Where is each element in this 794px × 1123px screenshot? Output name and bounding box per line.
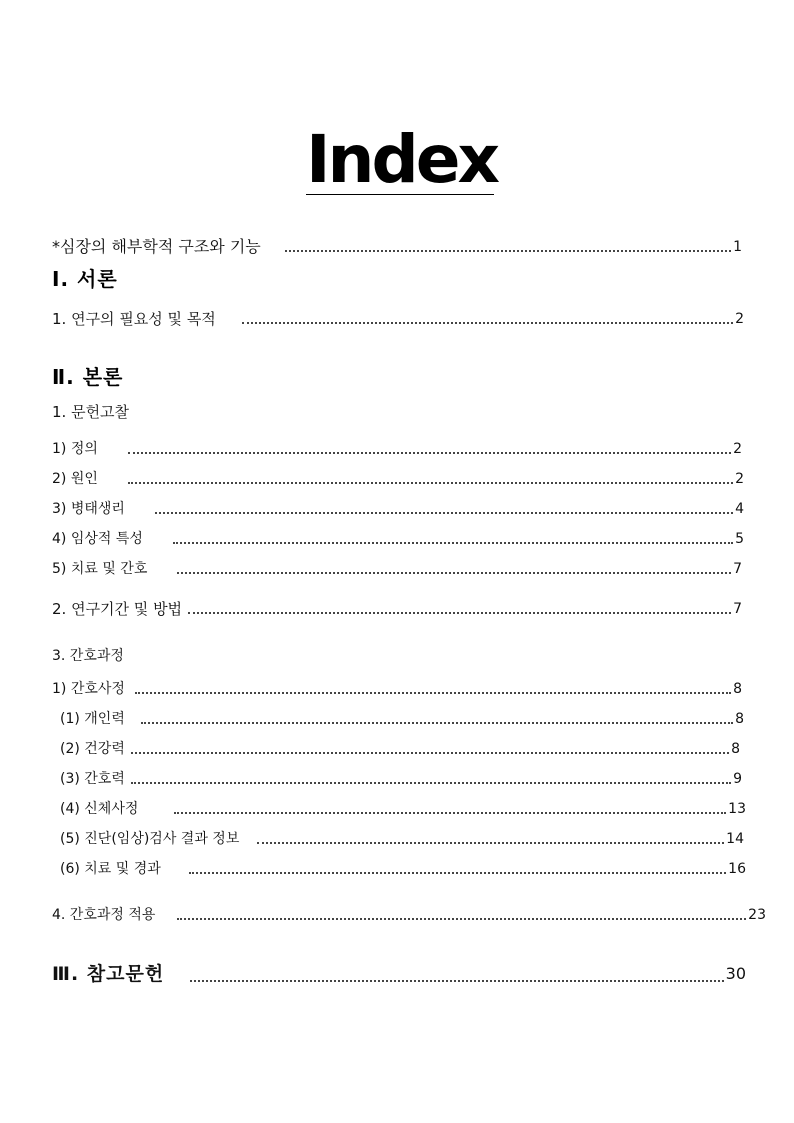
dot-leader: [190, 980, 723, 982]
toc-entry-page: 2: [735, 471, 744, 487]
dot-leader: [128, 482, 733, 484]
toc-entry-label: 1) 정의: [52, 441, 98, 457]
subsection-nursing-process: 3. 간호과정: [52, 648, 124, 664]
dot-leader: [189, 872, 726, 874]
toc-entry-diagnostic-results[interactable]: [60, 826, 744, 848]
dot-leader: [188, 612, 731, 614]
toc-entry-label: (5) 진단(임상)검사 결과 정보: [60, 831, 240, 847]
dot-leader: [174, 812, 726, 814]
toc-entry-page: 5: [735, 531, 744, 547]
title-underline: [306, 194, 494, 195]
dot-leader: [155, 512, 733, 514]
toc-entry-page: 1: [733, 239, 742, 255]
toc-entry-page: 8: [731, 741, 740, 757]
toc-entry-study-period-method[interactable]: [52, 596, 742, 618]
toc-entry-cause[interactable]: [52, 466, 744, 488]
toc-entry-page: 16: [728, 861, 746, 877]
toc-entry-page: 8: [735, 711, 744, 727]
toc-entry-research-purpose[interactable]: [52, 306, 744, 328]
toc-entry-label: (1) 개인력: [60, 711, 125, 727]
index-title: Index: [306, 121, 498, 198]
toc-entry-clinical-features[interactable]: [52, 526, 744, 548]
toc-entry-page: 2: [735, 311, 744, 327]
dot-leader: [131, 752, 729, 754]
toc-entry-label: 2) 원인: [52, 471, 98, 487]
dot-leader: [173, 542, 733, 544]
toc-entry-page: 8: [733, 681, 742, 697]
toc-entry-label: 1) 간호사정: [52, 681, 125, 697]
section-heading-introduction: Ⅰ. 서론: [52, 267, 118, 291]
toc-entry-references[interactable]: [52, 958, 746, 986]
dot-leader: [128, 452, 731, 454]
dot-leader: [257, 842, 724, 844]
dot-leader: [177, 572, 731, 574]
toc-entry-label: (3) 간호력: [60, 771, 125, 787]
toc-entry-page: 23: [748, 907, 766, 923]
toc-entry-label: *심장의 해부학적 구조와 기능: [52, 237, 261, 256]
toc-entry-treatment-progress[interactable]: [60, 856, 746, 878]
toc-entry-page: 2: [733, 441, 742, 457]
toc-entry-label: 2. 연구기간 및 방법: [52, 600, 183, 618]
toc-entry-health-history[interactable]: [60, 736, 740, 758]
section-heading-main-body: Ⅱ. 본론: [52, 365, 124, 389]
dot-leader: [177, 918, 746, 920]
toc-entry-label: (6) 치료 및 경과: [60, 861, 161, 877]
toc-entry-label: 5) 치료 및 간호: [52, 561, 148, 577]
toc-entry-label: 4) 임상적 특성: [52, 531, 143, 547]
toc-entry-definition[interactable]: [52, 436, 742, 458]
toc-entry-label: (2) 건강력: [60, 741, 125, 757]
toc-entry-nursing-history[interactable]: [60, 766, 742, 788]
toc-entry-pathophysiology[interactable]: [52, 496, 744, 518]
toc-entry-physical-assessment[interactable]: [60, 796, 746, 818]
dot-leader: [141, 722, 733, 724]
toc-entry-treatment-nursing[interactable]: [52, 556, 742, 578]
subsection-literature-review: 1. 문헌고찰: [52, 403, 130, 421]
dot-leader: [285, 250, 731, 252]
toc-entry-page: 13: [728, 801, 746, 817]
toc-entry-label: 3) 병태생리: [52, 501, 125, 517]
dot-leader: [131, 782, 731, 784]
toc-entry-page: 7: [733, 601, 742, 617]
toc-entry-label: 4. 간호과정 적용: [52, 907, 156, 923]
toc-entry-nursing-assessment[interactable]: [52, 676, 742, 698]
toc-entry-page: 9: [733, 771, 742, 787]
toc-entry-personal-history[interactable]: [60, 706, 744, 728]
toc-entry-nursing-process-application[interactable]: [52, 902, 766, 924]
toc-entry-page: 4: [735, 501, 744, 517]
toc-entry-label: 1. 연구의 필요성 및 목적: [52, 310, 216, 328]
dot-leader: [242, 322, 733, 324]
section-heading-references: Ⅲ. 참고문헌: [52, 963, 165, 985]
toc-entry-page: 14: [726, 831, 744, 847]
toc-entry-page: 7: [733, 561, 742, 577]
dot-leader: [135, 692, 731, 694]
toc-entry-page: 30: [725, 964, 746, 983]
toc-entry-heart-anatomy[interactable]: [52, 234, 742, 256]
toc-entry-label: (4) 신체사정: [60, 801, 139, 817]
